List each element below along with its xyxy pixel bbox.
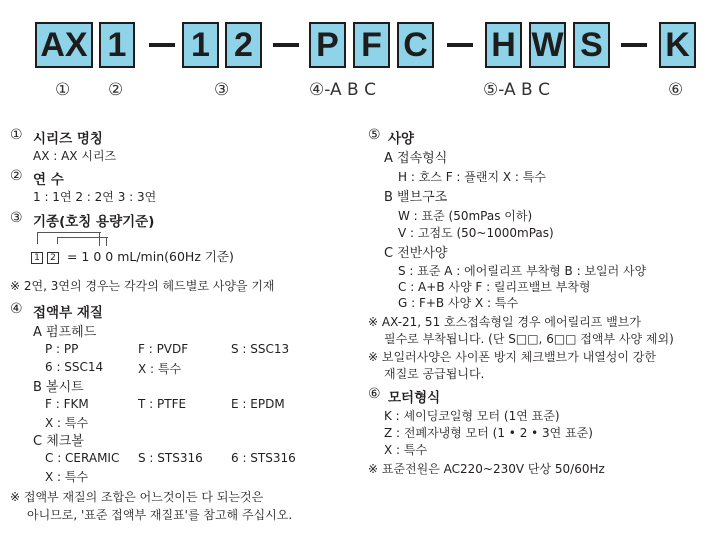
- formula-box-2: 2: [47, 252, 59, 264]
- pump-head-option: S : SSC13: [231, 342, 290, 356]
- index-3: ③: [214, 80, 230, 100]
- note-material-l2: 아니므로, '표준 접액부 재질표'를 참고해 주십시오.: [27, 508, 293, 522]
- motor-option: K : 셰이딩코일형 모터 (1연 표준): [384, 409, 560, 423]
- section-num-4: ④: [10, 301, 23, 317]
- dash: [621, 43, 647, 47]
- section-title-series: 시리즈 명칭: [33, 131, 103, 147]
- index-5: ⑤-A B C: [483, 80, 550, 100]
- section-num-5: ⑤: [368, 127, 381, 143]
- general-option: G : F+B 사양 X : 특수: [398, 296, 519, 310]
- ball-seat-option: X : 특수: [45, 416, 89, 430]
- pump-head-option: X : 특수: [138, 362, 182, 376]
- subsection-general: C 전반사양: [384, 246, 448, 261]
- code-box-capacity-1: 1: [182, 22, 219, 68]
- check-ball-option: 6 : STS316: [231, 451, 296, 465]
- note-boiler-l2: 재질로 공급됩니다.: [384, 367, 485, 381]
- code-box-capacity-2: 2: [225, 22, 262, 68]
- subsection-check-ball: C 체크볼: [33, 434, 84, 449]
- formula-bracket: [57, 237, 108, 244]
- index-2: ②: [108, 80, 124, 100]
- formula-bracket: [99, 232, 100, 246]
- check-ball-option: S : STS316: [138, 451, 203, 465]
- count-body: 1 : 1연 2 : 2연 3 : 3연: [33, 190, 157, 204]
- motor-option: X : 특수: [384, 443, 428, 457]
- code-box-series: AX: [35, 22, 93, 68]
- pump-head-option: 6 : SSC14: [45, 360, 104, 374]
- pump-head-option: P : PP: [45, 342, 79, 356]
- index-6: ⑥: [668, 80, 684, 100]
- code-box-motor: K: [659, 22, 696, 68]
- formula-text: = 1 0 0 mL/min(60Hz 기준): [66, 249, 234, 264]
- note-boiler-l1: ※ 보일러사양은 사이폰 방지 체크밸브가 내열성이 강한: [368, 350, 656, 364]
- subsection-ball-seat: B 볼시트: [33, 380, 84, 395]
- check-ball-option: C : CERAMIC: [45, 451, 120, 465]
- note-multi-head: ※ 2연, 3연의 경우는 각각의 헤드별로 사양을 기재: [10, 279, 275, 293]
- general-option: C : A+B 사양 F : 릴리프밸브 부착형: [398, 280, 591, 294]
- formula-box-1: 1: [31, 252, 43, 264]
- formula-bracket: [106, 237, 107, 246]
- section-num-1: ①: [10, 127, 23, 143]
- code-box-valve: W: [529, 22, 566, 68]
- section-title-motor: 모터형식: [388, 390, 441, 406]
- section-title-count: 연 수: [33, 172, 64, 188]
- connection-options: H : 호스 F : 플랜지 X : 특수: [398, 170, 546, 184]
- index-4: ④-A B C: [309, 80, 376, 100]
- subsection-pump-head: A 펌프헤드: [33, 325, 97, 340]
- index-1: ①: [55, 80, 71, 100]
- subsection-valve: B 밸브구조: [384, 190, 448, 205]
- ball-seat-option: E : EPDM: [231, 397, 285, 411]
- code-box-spec: S: [573, 22, 610, 68]
- code-box-checkball: C: [397, 22, 434, 68]
- valve-option: V : 고점도 (50~1000mPas): [398, 226, 554, 240]
- pump-head-option: F : PVDF: [138, 342, 189, 356]
- note-power: ※ 표준전원은 AC220~230V 단상 50/60Hz: [368, 462, 605, 476]
- ball-seat-option: T : PTFE: [138, 397, 187, 411]
- subsection-connection: A 접속형식: [384, 151, 448, 166]
- dash: [273, 43, 299, 47]
- section-title-material: 접액부 재질: [33, 305, 103, 321]
- section-num-2: ②: [10, 168, 23, 184]
- ball-seat-option: F : FKM: [45, 397, 89, 411]
- section-num-6: ⑥: [368, 386, 381, 402]
- section-title-model: 기종(호칭 용량기준): [33, 214, 155, 230]
- check-ball-option: X : 특수: [45, 470, 89, 484]
- note-relief-l2: 필수로 부착됩니다. (단 S□□, 6□□ 접액부 사양 제외): [384, 332, 674, 346]
- code-box-count: 1: [99, 22, 135, 68]
- code-box-ballseat: F: [353, 22, 390, 68]
- note-relief-l1: ※ AX-21, 51 호스접속형일 경우 에어릴리프 밸브가: [368, 315, 641, 329]
- section-num-3: ③: [10, 210, 23, 226]
- series-body: AX : AX 시리즈: [33, 149, 117, 163]
- dash: [149, 43, 175, 47]
- section-title-spec: 사양: [388, 131, 415, 147]
- motor-option: Z : 전폐자냉형 모터 (1 • 2 • 3연 표준): [384, 426, 593, 440]
- dash: [447, 43, 473, 47]
- valve-option: W : 표준 (50mPas 이하): [398, 209, 533, 223]
- code-box-head: P: [309, 22, 346, 68]
- general-option: S : 표준 A : 에어릴리프 부착형 B : 보일러 사양: [398, 264, 647, 278]
- note-material-l1: ※ 접액부 재질의 조합은 어느것이든 다 되는것은: [10, 490, 264, 504]
- formula-line: [31, 247, 234, 265]
- code-box-connection: H: [485, 22, 522, 68]
